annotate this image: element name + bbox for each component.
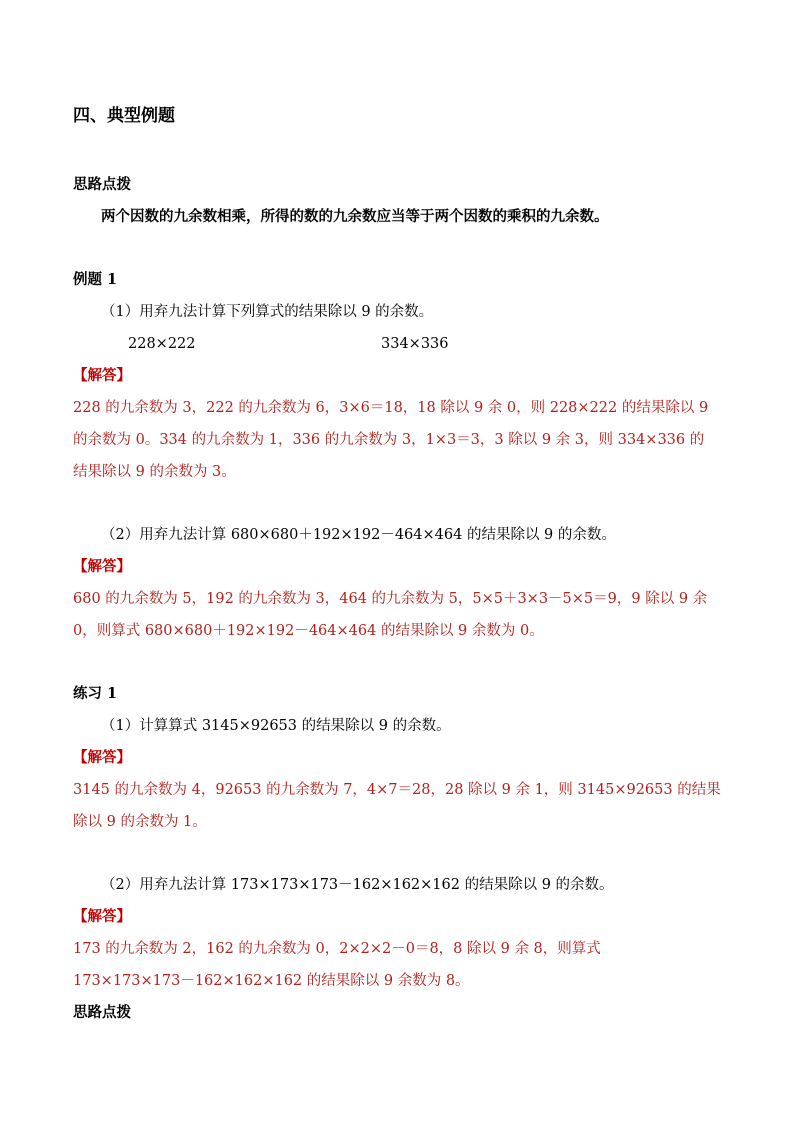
example-question-2: （2）用弃九法计算 680×680＋192×192－464×464 的结果除以 9 的余数。 xyxy=(101,527,616,543)
answer-line: 3145 的九余数为 4，92653 的九余数为 7，4×7＝28，28 除以 9 余 1，则 3145×92653 的结果 xyxy=(73,782,721,798)
tip-text: 两个因数的九余数相乘，所得的数的九余数应当等于两个因数的乘积的九余数。 xyxy=(101,208,609,225)
answer-label: 【解答】 xyxy=(73,908,131,925)
section-title: 四、典型例题 xyxy=(73,106,175,126)
answer-line: 680 的九余数为 5，192 的九余数为 3，464 的九余数为 5，5×5＋3×3－5×5＝9，9 除以 9 余 xyxy=(73,591,708,607)
example-question-1: （1）用弃九法计算下列算式的结果除以 9 的余数。 xyxy=(101,304,434,320)
practice-question-1: （1）计算算式 3145×92653 的结果除以 9 的余数。 xyxy=(101,718,451,734)
tip-heading: 思路点拨 xyxy=(73,176,131,193)
answer-label: 【解答】 xyxy=(73,367,131,384)
answer-line: 228 的九余数为 3，222 的九余数为 6，3×6＝18，18 除以 9 余 0，则 228×222 的结果除以 9 xyxy=(73,400,709,416)
answer-line: 的余数为 0。334 的九余数为 1，336 的九余数为 3，1×3＝3，3 除以 9 余 3，则 334×336 的 xyxy=(73,432,705,448)
answer-label: 【解答】 xyxy=(73,558,131,575)
tip-heading: 思路点拨 xyxy=(73,1004,131,1021)
expression-a: 228×222 xyxy=(128,336,196,352)
expression-b: 334×336 xyxy=(381,336,449,352)
answer-line: 除以 9 的余数为 1。 xyxy=(73,814,207,830)
answer-line: 0，则算式 680×680＋192×192－464×464 的结果除以 9 余数为 0。 xyxy=(73,623,544,639)
example-heading: 例题 1 xyxy=(73,271,118,288)
practice-question-2: （2）用弃九法计算 173×173×173－162×162×162 的结果除以 9 的余数。 xyxy=(101,877,614,893)
practice-heading: 练习 1 xyxy=(73,685,118,702)
answer-line: 173×173×173－162×162×162 的结果除以 9 余数为 8。 xyxy=(73,973,470,989)
answer-line: 结果除以 9 的余数为 3。 xyxy=(73,464,236,480)
answer-line: 173 的九余数为 2，162 的九余数为 0，2×2×2－0＝8，8 除以 9 余 8，则算式 xyxy=(73,941,601,957)
answer-label: 【解答】 xyxy=(73,749,131,766)
